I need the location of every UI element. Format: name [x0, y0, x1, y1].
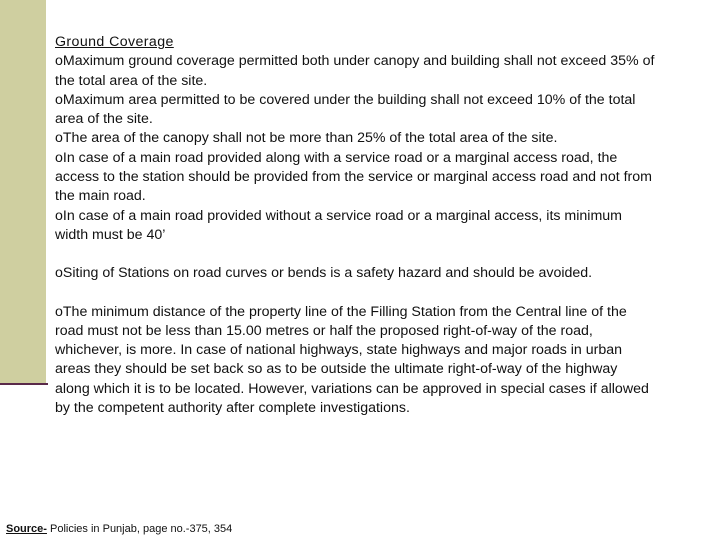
paragraph-gap: [55, 284, 655, 303]
section-heading: Ground Coverage: [55, 34, 174, 50]
source-citation: [6, 522, 232, 536]
bullet-main-road-width: oIn case of a main road provided without a service road or a marginal access, its minimum width must be 40’: [55, 207, 622, 243]
bullet-service-road-access: oIn case of a main road provided along with a service road or a marginal access road, the access to the station should be provided from the service or marginal access road and not from the main road.: [55, 149, 652, 205]
slide-content: [55, 33, 655, 418]
decorative-side-line: [0, 383, 48, 385]
bullet-minimum-distance: oThe minimum distance of the property line of the Filling Station from the Central line of the road must not be less than 15.00 metres or half the proposed right-of-way of the road, whichever, is more. In case of national highways, state highways and major roads in urban areas they should be set back so as to be outside the ultimate right-of-way of the highway along which it is to be located. However, variations can be approved in special cases if allowed by the competent authority after complete investigations.: [55, 303, 649, 417]
decorative-side-bar: [0, 0, 46, 383]
paragraph-gap: [55, 245, 655, 264]
source-text: Policies in Punjab, page no.-375, 354: [46, 523, 233, 535]
bullet-road-curves: oSiting of Stations on road curves or bends is a safety hazard and should be avoided.: [55, 265, 593, 282]
bullet-canopy-area: oThe area of the canopy shall not be more than 25% of the total area of the site.: [55, 130, 558, 147]
bullet-building-area: oMaximum area permitted to be covered under the building shall not exceed 10% of the total area of the site.: [55, 91, 636, 128]
bullet-ground-coverage: oMaximum ground coverage permitted both under canopy and building shall not exceed 35% of the total area of the site.: [55, 53, 655, 89]
source-label: Source-: [6, 523, 47, 535]
